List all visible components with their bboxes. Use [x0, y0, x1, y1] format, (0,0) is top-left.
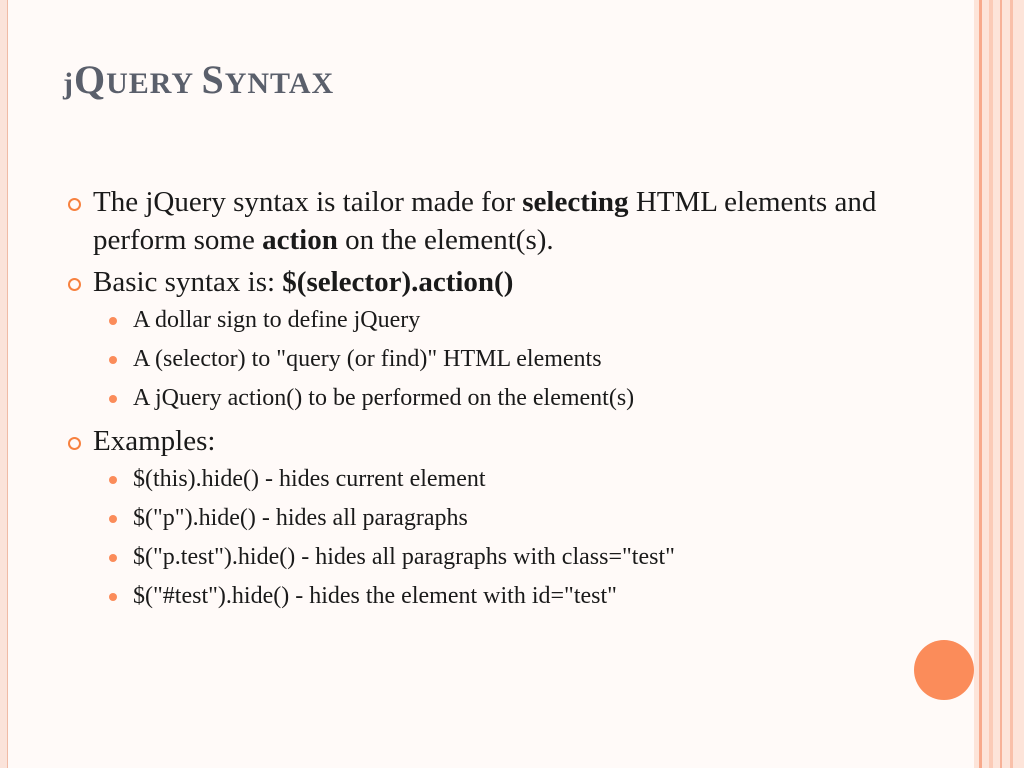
slide-title — [63, 56, 334, 103]
bullet-dot-icon — [109, 356, 117, 364]
bullet-content — [68, 183, 888, 620]
bullet-dot-icon — [109, 317, 117, 325]
left-border — [0, 0, 8, 768]
bullet-ring-icon — [68, 437, 81, 450]
bullet-ring-icon — [68, 198, 81, 211]
bullet-text: HTML elements and perform some — [93, 186, 877, 256]
sub-bullet-item — [68, 464, 888, 494]
bullet-text: action — [262, 224, 338, 256]
sub-bullet-item — [68, 542, 888, 572]
sub-bullet-item — [68, 581, 888, 611]
title-part: UERY — [106, 67, 202, 100]
title-part: YNTAX — [224, 67, 335, 100]
sub-bullet-text: A jQuery action() to be performed on the element(s) — [133, 385, 635, 411]
title-part: Q — [74, 57, 107, 102]
bullet-text: selecting — [522, 186, 629, 218]
sub-bullet-text: $("p.test").hide() - hides all paragraphs with class="test" — [133, 544, 675, 570]
sub-bullet-text: A dollar sign to define jQuery — [133, 307, 421, 333]
title-part: j — [63, 67, 74, 100]
sub-bullet-item — [68, 344, 888, 374]
bullet-ring-icon — [68, 278, 81, 291]
title-part: S — [201, 57, 225, 102]
stripe — [1000, 0, 1002, 768]
bullet-dot-icon — [109, 515, 117, 523]
bullet-text: on the element(s). — [337, 224, 554, 256]
bullet-item — [68, 263, 888, 301]
bullet-dot-icon — [109, 593, 117, 601]
sub-bullet-item — [68, 383, 888, 413]
stripe — [1010, 0, 1013, 768]
bullet-dot-icon — [109, 395, 117, 403]
sub-bullet-list — [68, 464, 888, 611]
bullet-text: $(selector).action() — [282, 266, 514, 298]
bullet-text: Basic syntax is: — [93, 266, 283, 298]
bullet-item — [68, 183, 888, 259]
bullet-item — [68, 422, 888, 460]
sub-bullet-text: A (selector) to "query (or find)" HTML elements — [133, 346, 602, 372]
right-stripes-decoration — [974, 0, 1024, 768]
bullet-dot-icon — [109, 554, 117, 562]
sub-bullet-text: $("p").hide() - hides all paragraphs — [133, 505, 468, 531]
bullet-text: The jQuery syntax is tailor made for — [93, 186, 523, 218]
sub-bullet-text: $("#test").hide() - hides the element with id="test" — [133, 583, 617, 609]
sub-bullet-item — [68, 503, 888, 533]
bullet-text: Examples: — [93, 425, 216, 457]
bullet-dot-icon — [109, 476, 117, 484]
stripe — [989, 0, 993, 768]
decorative-circle — [914, 640, 974, 700]
sub-bullet-list — [68, 305, 888, 413]
stripe — [979, 0, 982, 768]
sub-bullet-item — [68, 305, 888, 335]
sub-bullet-text: $(this).hide() - hides current element — [133, 466, 486, 492]
